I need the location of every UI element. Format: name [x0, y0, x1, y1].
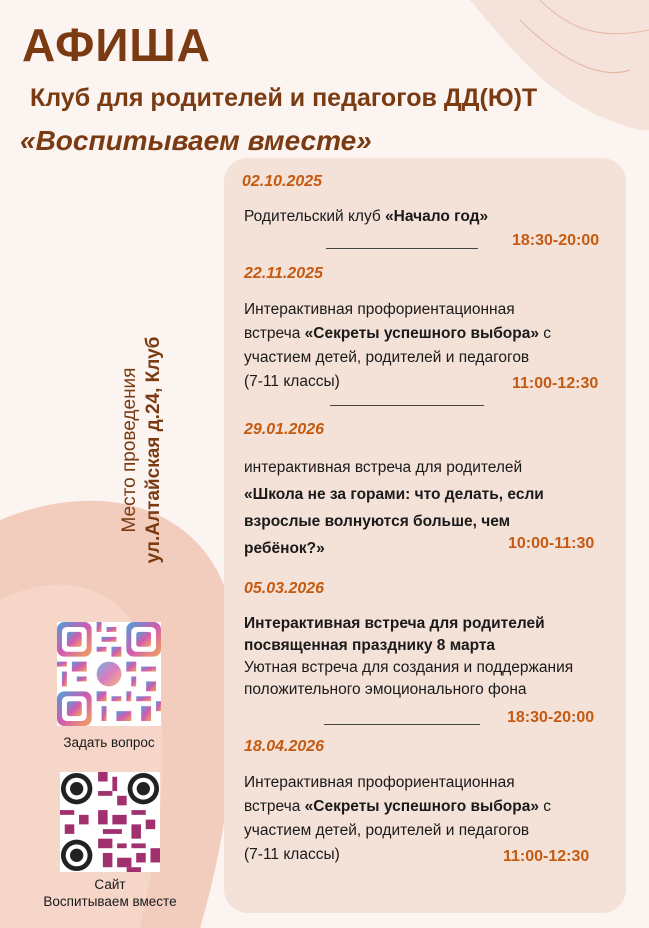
- qr-code-question[interactable]: [57, 622, 161, 726]
- event-time: 11:00-12:30: [512, 375, 599, 392]
- qr-caption-question: Задать вопрос: [63, 735, 155, 750]
- event-description: интерактивная встреча для родителей «Школа не за горами: что делать, если взрослые волнуются больше, чем ребёнок?»: [244, 459, 544, 557]
- event-date: 05.03.2026: [244, 580, 325, 597]
- event-description: Интерактивная профориентационная встреча «Секреты успешного выбора» с участием детей, родителей и педагогов (7-11 классы): [244, 301, 552, 390]
- event-description: Интерактивная встреча для родителей посвященная празднику 8 марта Уютная встреча для создания и поддержания положительного эмоционального фона: [244, 615, 574, 698]
- event-date: 29.01.2026: [244, 421, 325, 438]
- divider: [330, 405, 484, 406]
- club-slogan: «Воспитываем вместе»: [20, 125, 372, 156]
- divider: [324, 724, 480, 725]
- qr-caption-site: Сайт Воспитываем вместе: [43, 877, 177, 909]
- event-date: 18.04.2026: [244, 738, 325, 755]
- event-time: 11:00-12:30: [503, 848, 590, 865]
- venue-block: [118, 336, 166, 564]
- event-time: 18:30-20:00: [512, 232, 600, 249]
- page-title: АФИША: [22, 19, 211, 71]
- club-subtitle: Клуб для родителей и педагогов ДД(Ю)Т: [30, 84, 538, 112]
- venue-address: ул.Алтайская д.24, Клуб: [143, 336, 164, 564]
- qr-code-site[interactable]: [60, 772, 160, 872]
- event-description: Родительский клуб «Начало год»: [244, 208, 489, 225]
- event-time: 18:30-20:00: [507, 709, 595, 726]
- venue-label: Место проведения: [119, 367, 140, 533]
- divider: [326, 248, 478, 249]
- event-date: 02.10.2025: [242, 173, 323, 190]
- event-time: 10:00-11:30: [508, 535, 595, 552]
- event-description: Интерактивная профориентационная встреча «Секреты успешного выбора» с участием детей, родителей и педагогов (7-11 классы): [244, 774, 552, 863]
- event-date: 22.11.2025: [244, 265, 323, 282]
